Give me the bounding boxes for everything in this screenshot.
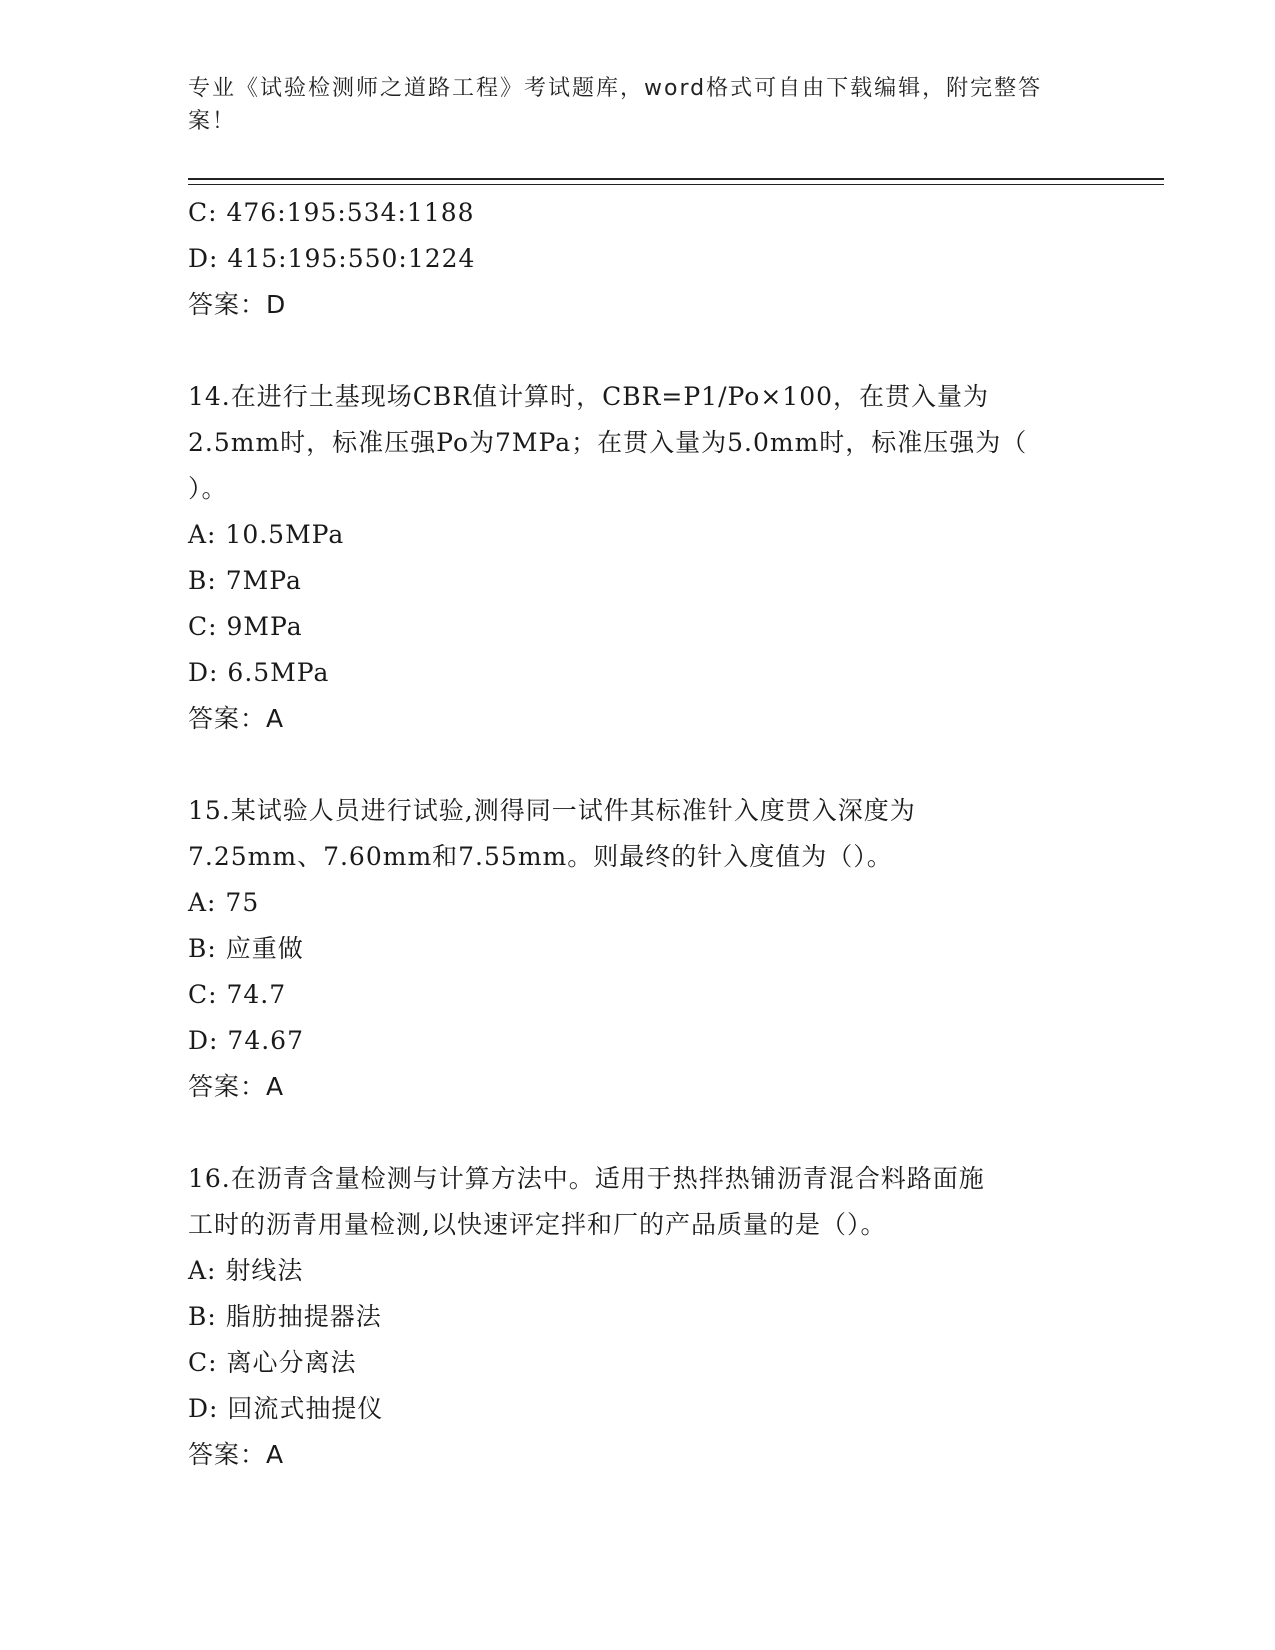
question-text-line: 14.在进行土基现场CBR值计算时，CBR=P1/Po×100，在贯入量为 <box>188 382 990 411</box>
question-14 <box>188 374 1088 742</box>
answer-line: 答案：D <box>188 290 287 319</box>
option-d: D: 415:195:550:1224 <box>188 244 476 273</box>
answer-line: 答案：A <box>188 1440 285 1469</box>
question-16 <box>188 1156 1088 1478</box>
option-c: C: 476:195:534:1188 <box>188 198 475 227</box>
option-c: C: 离心分离法 <box>188 1348 357 1377</box>
option-d: D: 回流式抽提仪 <box>188 1394 384 1423</box>
option-a: A: 10.5MPa <box>188 520 345 549</box>
option-a: A: 75 <box>188 888 260 917</box>
question-text-line: 2.5mm时，标准压强Po为7MPa；在贯入量为5.0mm时，标准压强为（ <box>188 428 1028 457</box>
option-c: C: 74.7 <box>188 980 287 1009</box>
question-text-line: ）。 <box>188 474 228 503</box>
question-content <box>188 190 1088 1478</box>
option-d: D: 74.67 <box>188 1026 304 1055</box>
header-line-2: 案！ <box>188 109 237 134</box>
option-b: B: 脂肪抽提器法 <box>188 1302 382 1331</box>
option-b: B: 7MPa <box>188 566 302 595</box>
option-c: C: 9MPa <box>188 612 303 641</box>
document-header <box>188 72 1078 138</box>
answer-line: 答案：A <box>188 1072 285 1101</box>
header-line-1: 专业《试验检测师之道路工程》考试题库，word格式可自由下载编辑，附完整答 <box>188 76 1043 101</box>
question-text-line: 7.25mm、7.60mm和7.55mm。则最终的针入度值为（）。 <box>188 842 893 871</box>
header-rule-thick <box>188 178 1164 180</box>
question-text-line: 15.某试验人员进行试验,测得同一试件其标准针入度贯入深度为 <box>188 796 916 825</box>
question-15 <box>188 788 1088 1110</box>
option-b: B: 应重做 <box>188 934 304 963</box>
option-a: A: 射线法 <box>188 1256 304 1285</box>
option-d: D: 6.5MPa <box>188 658 330 687</box>
header-rule-thin <box>188 184 1164 185</box>
previous-question-tail <box>188 190 1088 328</box>
question-text-line: 工时的沥青用量检测,以快速评定拌和厂的产品质量的是（）。 <box>188 1210 887 1239</box>
answer-line: 答案：A <box>188 704 285 733</box>
question-text-line: 16.在沥青含量检测与计算方法中。适用于热拌热铺沥青混合料路面施 <box>188 1164 985 1193</box>
